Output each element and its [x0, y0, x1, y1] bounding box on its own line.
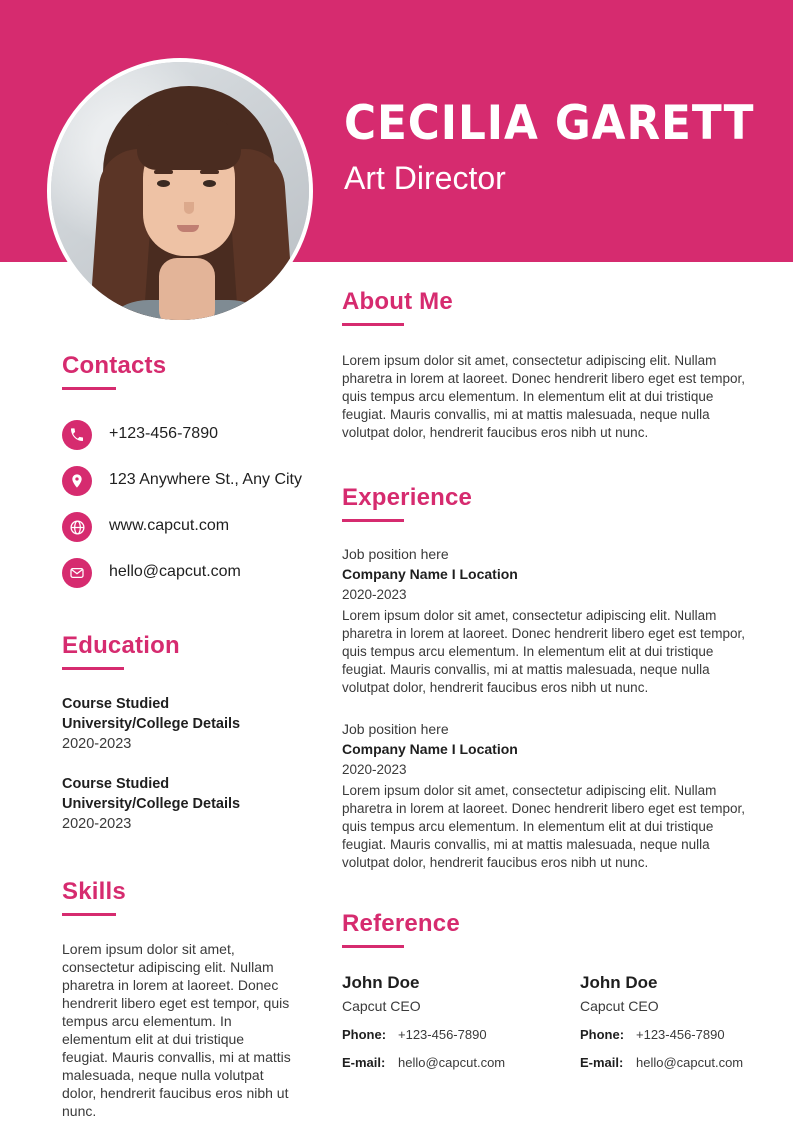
- reference-heading-rule: [342, 945, 404, 948]
- reference-phone-line: [580, 1026, 752, 1044]
- avatar: [47, 58, 313, 324]
- portrait-brow-left: [154, 170, 173, 174]
- reference-heading: Reference: [342, 910, 460, 937]
- reference-email-line: [580, 1054, 752, 1072]
- reference-phone-value: +123-456-7890: [398, 1027, 487, 1042]
- skills-heading-rule: [62, 913, 116, 916]
- portrait-eye-left: [157, 180, 170, 187]
- education-years: 2020-2023: [62, 816, 132, 832]
- education-heading-rule: [62, 667, 124, 670]
- experience-body: Lorem ipsum dolor sit amet, consectetur adipiscing elit. Nullam pharetra in lorem at laoreet. Donec hendrerit libero eget est tempor, quis tempus arcu elementum. In elementum elit at dui tristique feugiat. Mauris convallis, mi at mattis malesuada, neque nulla volutpat dolor, hendrerit faucibus eros nibh ut nunc.: [342, 783, 745, 870]
- experience-company: Company Name I Location: [342, 741, 518, 757]
- portrait-fringe: [137, 118, 241, 170]
- education-years: 2020-2023: [62, 736, 132, 752]
- experience-body: Lorem ipsum dolor sit amet, consectetur adipiscing elit. Nullam pharetra in lorem at laoreet. Donec hendrerit libero eget est tempor, quis tempus arcu elementum. In elementum elit at dui tristique feugiat. Mauris convallis, mi at mattis malesuada, neque nulla volutpat dolor, hendrerit faucibus eros nibh ut nunc.: [342, 608, 745, 695]
- phone-icon: [62, 420, 92, 450]
- right-column: [342, 288, 752, 1072]
- page-title: CECILIA GARETT: [344, 96, 755, 151]
- experience-entry: [342, 544, 752, 697]
- experience-company: Company Name I Location: [342, 566, 518, 582]
- experience-years: 2020-2023: [342, 762, 407, 777]
- reference-card: [342, 972, 514, 1072]
- reference-email-value: hello@capcut.com: [398, 1055, 506, 1070]
- envelope-icon: [62, 558, 92, 588]
- reference-email-label: E-mail:: [342, 1055, 386, 1070]
- reference-phone-line: [342, 1026, 514, 1044]
- experience-heading-rule: [342, 519, 404, 522]
- skills-section: [62, 878, 312, 1120]
- reference-phone-label: Phone:: [580, 1027, 625, 1042]
- reference-grid: [342, 972, 752, 1072]
- portrait-eye-right: [203, 180, 216, 187]
- location-pin-icon: [62, 466, 92, 496]
- portrait-mouth: [177, 225, 199, 232]
- portrait-nose: [184, 202, 194, 214]
- contact-address-text: 123 Anywhere St., Any City: [109, 471, 302, 488]
- experience-entry: [342, 719, 752, 872]
- education-course: Course Studied: [62, 696, 170, 712]
- about-body: Lorem ipsum dolor sit amet, consectetur adipiscing elit. Nullam pharetra in lorem at laoreet. Donec hendrerit libero eget est tempor, quis tempus arcu elementum. In elementum elit at dui tristique feugiat. Mauris convallis, mi at mattis malesuada, neque nulla volutpat dolor, hendrerit faucibus eros nibh ut nunc.: [342, 353, 745, 440]
- globe-icon: [62, 512, 92, 542]
- job-title-subtitle: Art Director: [344, 160, 506, 196]
- reference-phone-label: Phone:: [342, 1027, 387, 1042]
- left-column: [62, 352, 312, 1120]
- contact-row[interactable]: [62, 420, 312, 450]
- reference-email-value: hello@capcut.com: [636, 1055, 744, 1070]
- contact-row[interactable]: [62, 512, 312, 542]
- reference-role: Capcut CEO: [580, 998, 659, 1014]
- contacts-section: [62, 352, 312, 588]
- portrait-hair-right: [226, 146, 295, 324]
- about-section: [342, 288, 752, 442]
- education-entry: [62, 694, 312, 754]
- education-school: University/College Details: [62, 716, 241, 732]
- contact-row[interactable]: [62, 558, 312, 588]
- education-heading: Education: [62, 632, 180, 659]
- about-heading: About Me: [342, 288, 453, 315]
- skills-heading: Skills: [62, 878, 126, 905]
- education-course: Course Studied: [62, 776, 170, 792]
- header-text-block: [344, 98, 764, 196]
- about-heading-rule: [342, 323, 404, 326]
- contact-phone-text: +123-456-7890: [109, 425, 218, 442]
- reference-email-label: E-mail:: [580, 1055, 624, 1070]
- portrait-neck: [159, 258, 215, 324]
- contact-website-text: www.capcut.com: [109, 517, 230, 534]
- education-entry: [62, 774, 312, 834]
- reference-name: John Doe: [342, 973, 420, 992]
- reference-phone-value: +123-456-7890: [636, 1027, 725, 1042]
- portrait-brow-right: [200, 170, 219, 174]
- avatar-photo: [51, 62, 309, 320]
- experience-position: Job position here: [342, 721, 449, 737]
- contacts-heading: Contacts: [62, 352, 167, 379]
- contact-email-text: hello@capcut.com: [109, 563, 241, 580]
- reference-email-line: [342, 1054, 514, 1072]
- contacts-list: [62, 420, 312, 588]
- contact-row[interactable]: [62, 466, 312, 496]
- reference-role: Capcut CEO: [342, 998, 421, 1014]
- experience-position: Job position here: [342, 546, 449, 562]
- experience-heading: Experience: [342, 484, 473, 511]
- reference-card: [580, 972, 752, 1072]
- experience-section: [342, 484, 752, 872]
- reference-section: [342, 910, 752, 1072]
- skills-body: Lorem ipsum dolor sit amet, consectetur adipiscing elit. Nullam pharetra in lorem at laoreet. Donec hendrerit libero eget est tempor, quis tempus arcu elementum. In elementum elit at dui tristique feugiat. Mauris convallis, mi at mattis malesuada, neque nulla volutpat dolor, hendrerit faucibus eros nibh ut nunc.: [62, 941, 291, 1119]
- education-section: [62, 632, 312, 834]
- education-school: University/College Details: [62, 796, 241, 812]
- experience-years: 2020-2023: [342, 587, 407, 602]
- education-list: [62, 694, 312, 834]
- reference-name: John Doe: [580, 973, 658, 992]
- contacts-heading-rule: [62, 387, 116, 390]
